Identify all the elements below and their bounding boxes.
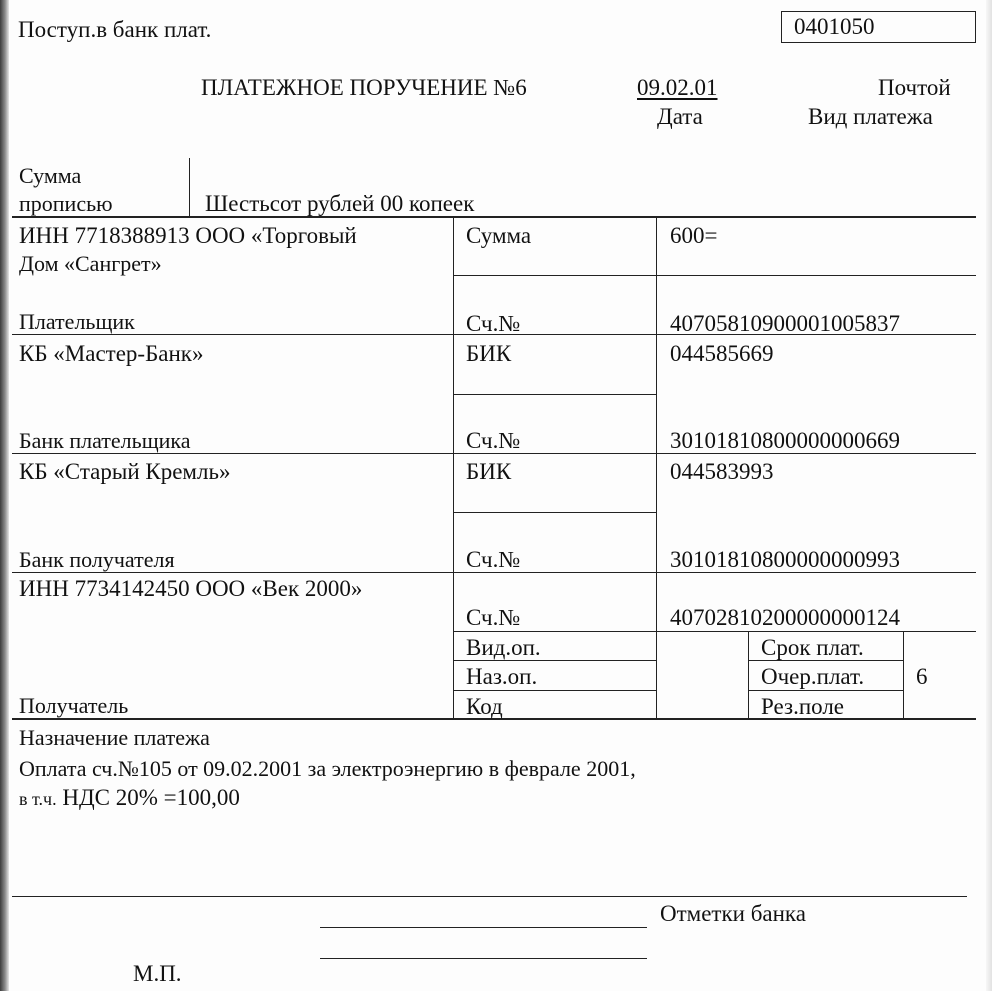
grid-line: [656, 216, 657, 719]
grid-line: [453, 216, 454, 719]
payer-bank-label: Банк плательщика: [19, 428, 191, 453]
form-code-box: [781, 11, 976, 43]
document-title: ПЛАТЕЖНОЕ ПОРУЧЕНИЕ №6: [201, 75, 527, 100]
amount-words-label-2: прописью: [19, 191, 113, 216]
footer-line: [12, 896, 967, 897]
date-value: 09.02.01: [637, 75, 718, 100]
recipient-bank-label: Банк получателя: [19, 547, 175, 572]
payer-account-value: 40705810900001005837: [670, 311, 900, 336]
grid-line: [903, 631, 904, 719]
signature-line-2: [320, 958, 647, 959]
stamp-label: М.П.: [133, 961, 182, 986]
amount-words-value: Шестьсот рублей 00 копеек: [205, 191, 475, 216]
purpose-line-1: Оплата сч.№105 от 09.02.2001 за электроэнергию в феврале 2001,: [19, 756, 636, 781]
payer-bank-name: КБ «Мастер-Банк»: [19, 341, 204, 366]
recipient-account-value: 40702810200000000124: [670, 605, 900, 630]
amount-words-divider: [189, 158, 190, 217]
grid-line: [453, 275, 976, 276]
recipient-bank-account-label: Сч.№: [466, 547, 521, 572]
payer-bank-bik-label: БИК: [466, 341, 512, 366]
recipient-label: Получатель: [19, 693, 129, 718]
date-label: Дата: [657, 104, 703, 129]
srok-plat-label: Срок плат.: [761, 635, 864, 660]
recipient-account-label: Сч.№: [466, 605, 521, 630]
sum-label: Сумма: [466, 223, 532, 248]
payer-name-1: ИНН 7718388913 ООО «Торговый: [19, 223, 357, 248]
bank-marks-label: Отметки банка: [660, 901, 806, 926]
bank-received-label: Поступ.в банк плат.: [18, 17, 212, 42]
recipient-bank-bik-value: 044583993: [670, 459, 774, 484]
payment-type-label: Вид платежа: [808, 104, 933, 129]
payer-bank-account-label: Сч.№: [466, 428, 521, 453]
vid-op-label: Вид.оп.: [466, 635, 541, 660]
grid-line: [748, 631, 749, 719]
payer-bank-account-value: 30101810800000000669: [670, 428, 900, 453]
rez-pole-label: Рез.поле: [761, 694, 845, 719]
recipient-bank-bik-label: БИК: [466, 459, 512, 484]
purpose-label: Назначение платежа: [19, 725, 210, 750]
purpose-line-2-rest: НДС 20% =100,00: [56, 785, 240, 810]
kod-label: Код: [466, 694, 503, 719]
signature-line-1: [320, 927, 647, 928]
ocher-plat-label: Очер.плат.: [761, 664, 865, 689]
ocher-plat-value: 6: [916, 664, 928, 689]
grid-line: [12, 216, 976, 218]
form-code: 0401050: [794, 14, 875, 39]
grid-line: [453, 512, 656, 513]
amount-words-label-1: Сумма: [19, 163, 82, 188]
sum-value: 600=: [670, 223, 718, 248]
purpose-line-2-prefix: в т.ч.: [19, 789, 57, 809]
grid-line: [453, 394, 656, 395]
payer-account-label: Сч.№: [466, 311, 521, 336]
recipient-bank-account-value: 30101810800000000993: [670, 547, 900, 572]
payer-bank-bik-value: 044585669: [670, 341, 774, 366]
payment-type-value: Почтой: [878, 75, 951, 100]
payer-label: Плательщик: [19, 309, 135, 334]
payer-name-2: Дом «Сангрет»: [19, 251, 162, 276]
recipient-name: ИНН 7734142450 ООО «Век 2000»: [19, 576, 363, 601]
naz-op-label: Наз.оп.: [466, 664, 538, 689]
purpose-line-2: [19, 784, 240, 813]
recipient-bank-name: КБ «Старый Кремль»: [19, 459, 231, 484]
